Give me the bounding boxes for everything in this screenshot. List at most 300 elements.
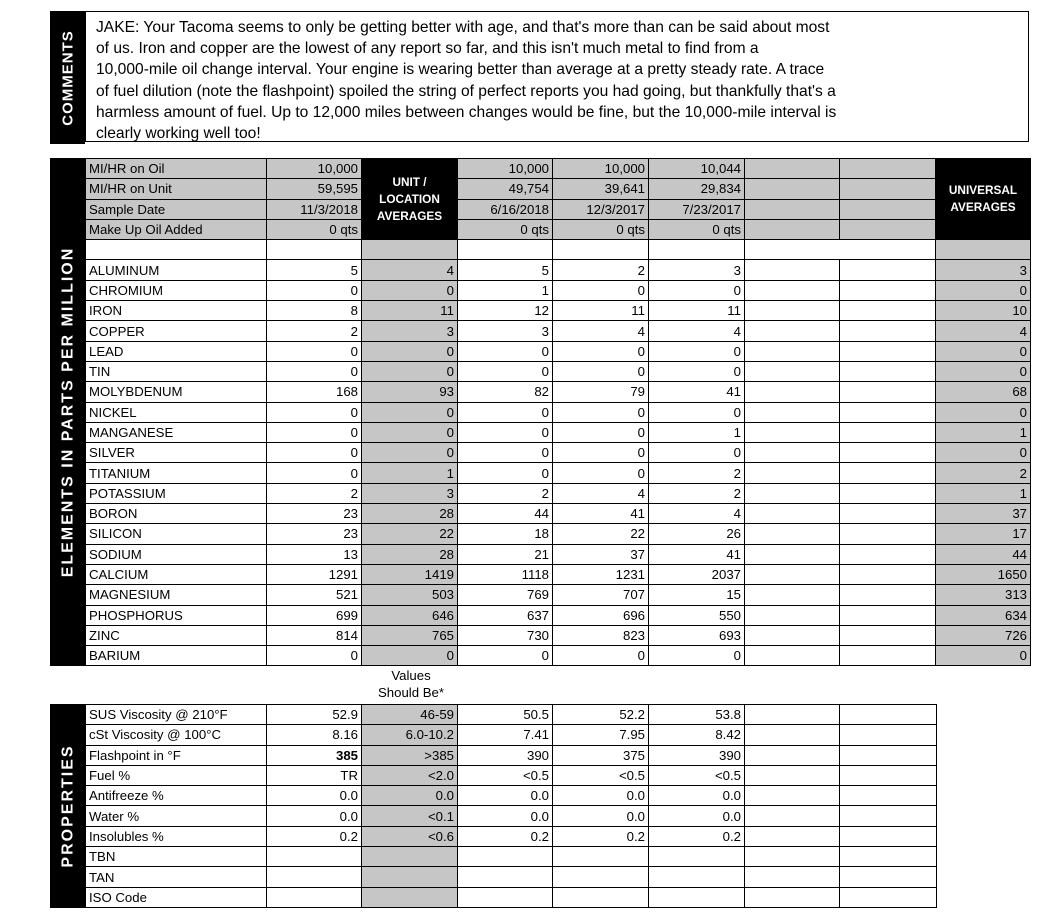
- element-current-value: 0: [267, 443, 362, 463]
- property-empty-cell: [745, 887, 840, 907]
- element-unit-average: 28: [362, 504, 458, 524]
- property-empty-cell: [745, 786, 840, 806]
- property-empty-cell: [840, 786, 937, 806]
- element-empty-cell: [840, 443, 936, 463]
- element-history-value: 11: [553, 301, 649, 321]
- property-empty-cell: [745, 867, 840, 887]
- element-empty-cell: [745, 504, 840, 524]
- element-empty-cell: [840, 301, 936, 321]
- header-history-value: 10,044: [649, 159, 745, 179]
- element-current-value: 13: [267, 544, 362, 564]
- property-name: Insolubles %: [86, 826, 267, 846]
- element-current-value: 5: [267, 260, 362, 280]
- property-history-value: [649, 847, 745, 867]
- element-unit-average: 0: [362, 280, 458, 300]
- element-universal-average: 0: [936, 341, 1031, 361]
- element-name: ZINC: [86, 625, 267, 645]
- element-current-value: 168: [267, 382, 362, 402]
- property-empty-cell: [840, 847, 937, 867]
- comment-line: of us. Iron and copper are the lowest of any report so far, and this isn't much metal to find from a: [96, 40, 759, 58]
- element-history-value: 15: [649, 585, 745, 605]
- element-empty-cell: [745, 544, 840, 564]
- element-history-value: 21: [458, 544, 553, 564]
- header-history-value: 0 qts: [553, 219, 649, 239]
- element-history-value: 4: [553, 321, 649, 341]
- element-history-value: 0: [458, 341, 553, 361]
- element-row: [51, 504, 1031, 524]
- element-history-value: 82: [458, 382, 553, 402]
- property-history-value: [458, 867, 553, 887]
- property-history-value: [458, 887, 553, 907]
- element-name: MAGNESIUM: [86, 585, 267, 605]
- element-universal-average: 0: [936, 443, 1031, 463]
- property-row: [51, 705, 937, 725]
- element-history-value: 2: [649, 463, 745, 483]
- header-empty-cell: [840, 199, 936, 219]
- element-universal-average: 1650: [936, 564, 1031, 584]
- element-empty-cell: [840, 402, 936, 422]
- element-history-value: 0: [458, 402, 553, 422]
- element-history-value: 0: [649, 402, 745, 422]
- values-caption-line: Values: [391, 668, 431, 683]
- property-history-value: 7.95: [553, 725, 649, 745]
- header-history-value: 10,000: [458, 159, 553, 179]
- property-should-be-value: 46-59: [362, 705, 458, 725]
- properties-side-label: PROPERTIES: [59, 744, 77, 868]
- element-empty-cell: [745, 564, 840, 584]
- element-current-value: 1291: [267, 564, 362, 584]
- property-history-value: 0.2: [458, 826, 553, 846]
- property-history-value: 52.2: [553, 705, 649, 725]
- element-current-value: 2: [267, 483, 362, 503]
- element-history-value: 0: [553, 646, 649, 666]
- property-history-value: 8.42: [649, 725, 745, 745]
- header-row: [51, 219, 1031, 239]
- property-history-value: [553, 867, 649, 887]
- property-name: Antifreeze %: [86, 786, 267, 806]
- header-empty-cell: [745, 219, 840, 239]
- element-history-value: 0: [458, 422, 553, 442]
- element-current-value: 0: [267, 361, 362, 381]
- element-empty-cell: [840, 544, 936, 564]
- header-history-value: 39,641: [553, 179, 649, 199]
- element-name: SILICON: [86, 524, 267, 544]
- element-history-value: 41: [649, 544, 745, 564]
- element-history-value: 707: [553, 585, 649, 605]
- property-empty-cell: [745, 826, 840, 846]
- element-empty-cell: [840, 483, 936, 503]
- element-history-value: 0: [553, 280, 649, 300]
- element-history-value: 37: [553, 544, 649, 564]
- element-row: [51, 605, 1031, 625]
- element-history-value: 696: [553, 605, 649, 625]
- property-empty-cell: [840, 745, 937, 765]
- element-row: [51, 443, 1031, 463]
- element-current-value: 0: [267, 422, 362, 442]
- element-history-value: 2037: [649, 564, 745, 584]
- element-history-value: 769: [458, 585, 553, 605]
- element-empty-cell: [745, 321, 840, 341]
- property-empty-cell: [745, 806, 840, 826]
- element-unit-average: 646: [362, 605, 458, 625]
- element-history-value: 550: [649, 605, 745, 625]
- header-label: Sample Date: [86, 199, 267, 219]
- element-history-value: 0: [649, 361, 745, 381]
- header-current-value: 10,000: [267, 159, 362, 179]
- element-unit-average: 0: [362, 402, 458, 422]
- comment-line: 10,000-mile oil change interval. Your engine is wearing better than average at a pretty steady rate. A trace: [96, 61, 825, 79]
- element-universal-average: 68: [936, 382, 1031, 402]
- element-history-value: 1231: [553, 564, 649, 584]
- element-row: [51, 301, 1031, 321]
- element-empty-cell: [745, 422, 840, 442]
- element-unit-average: 1419: [362, 564, 458, 584]
- property-row: [51, 887, 937, 907]
- header-history-value: 0 qts: [458, 219, 553, 239]
- element-row: [51, 402, 1031, 422]
- element-row: [51, 646, 1031, 666]
- property-should-be-value: 0.0: [362, 786, 458, 806]
- element-empty-cell: [840, 463, 936, 483]
- element-current-value: 0: [267, 402, 362, 422]
- element-empty-cell: [745, 260, 840, 280]
- header-history-value: 10,000: [553, 159, 649, 179]
- property-should-be-value: 6.0-10.2: [362, 725, 458, 745]
- header-row: [51, 199, 1031, 219]
- element-universal-average: 1: [936, 422, 1031, 442]
- element-history-value: 2: [458, 483, 553, 503]
- header-label: MI/HR on Unit: [86, 179, 267, 199]
- universal-averages-header: UNIVERSAL AVERAGES: [936, 159, 1031, 240]
- property-history-value: <0.5: [458, 765, 553, 785]
- property-current-value: 0.2: [267, 826, 362, 846]
- header-history-value: 6/16/2018: [458, 199, 553, 219]
- element-universal-average: 37: [936, 504, 1031, 524]
- element-history-value: 0: [553, 341, 649, 361]
- element-unit-average: 3: [362, 321, 458, 341]
- elements-side-label: ELEMENTS IN PARTS PER MILLION: [59, 246, 77, 578]
- property-history-value: 390: [649, 745, 745, 765]
- element-row: [51, 585, 1031, 605]
- comments-box: [85, 11, 1029, 142]
- element-history-value: 0: [458, 361, 553, 381]
- element-empty-cell: [745, 646, 840, 666]
- elements-side-label-block: [51, 159, 86, 666]
- element-unit-average: 503: [362, 585, 458, 605]
- element-current-value: 0: [267, 341, 362, 361]
- property-row: [51, 867, 937, 887]
- header-row: [51, 179, 1031, 199]
- property-history-value: 0.0: [649, 786, 745, 806]
- property-current-value: [267, 867, 362, 887]
- element-history-value: 0: [458, 646, 553, 666]
- element-name: SODIUM: [86, 544, 267, 564]
- element-current-value: 8: [267, 301, 362, 321]
- element-name: MANGANESE: [86, 422, 267, 442]
- blank-cell: [267, 240, 362, 260]
- element-row: [51, 463, 1031, 483]
- element-unit-average: 11: [362, 301, 458, 321]
- property-history-value: 50.5: [458, 705, 553, 725]
- property-current-value: [267, 887, 362, 907]
- element-empty-cell: [745, 361, 840, 381]
- element-name: POTASSIUM: [86, 483, 267, 503]
- element-row: [51, 544, 1031, 564]
- header-history-value: 49,754: [458, 179, 553, 199]
- property-current-value: 8.16: [267, 725, 362, 745]
- header-empty-cell: [840, 179, 936, 199]
- element-empty-cell: [745, 483, 840, 503]
- element-name: ALUMINUM: [86, 260, 267, 280]
- header-row: [51, 159, 1031, 179]
- element-universal-average: 726: [936, 625, 1031, 645]
- comment-line: clearly working well too!: [96, 125, 261, 143]
- element-current-value: 23: [267, 524, 362, 544]
- property-empty-cell: [840, 826, 937, 846]
- property-empty-cell: [840, 705, 937, 725]
- property-current-value: 0.0: [267, 786, 362, 806]
- element-name: TIN: [86, 361, 267, 381]
- comment-line: of fuel dilution (note the flashpoint) spoiled the string of perfect reports you had going, but thankfully that's a: [96, 82, 836, 100]
- element-history-value: 0: [553, 361, 649, 381]
- property-history-value: <0.5: [553, 765, 649, 785]
- property-history-value: 0.0: [553, 786, 649, 806]
- property-should-be-value: <2.0: [362, 765, 458, 785]
- element-empty-cell: [745, 280, 840, 300]
- element-history-value: 730: [458, 625, 553, 645]
- element-empty-cell: [840, 564, 936, 584]
- element-name: BARIUM: [86, 646, 267, 666]
- header-empty-cell: [745, 159, 840, 179]
- element-history-value: 79: [553, 382, 649, 402]
- element-name: IRON: [86, 301, 267, 321]
- element-universal-average: 2: [936, 463, 1031, 483]
- element-empty-cell: [840, 504, 936, 524]
- element-current-value: 23: [267, 504, 362, 524]
- element-empty-cell: [745, 301, 840, 321]
- unit-location-averages-header: UNIT / LOCATION AVERAGES: [362, 159, 458, 240]
- element-universal-average: 634: [936, 605, 1031, 625]
- property-should-be-value: [362, 887, 458, 907]
- element-empty-cell: [745, 605, 840, 625]
- element-history-value: 5: [458, 260, 553, 280]
- blank-row: [51, 240, 1031, 260]
- property-row: [51, 786, 937, 806]
- property-row: [51, 745, 937, 765]
- header-history-value: 0 qts: [649, 219, 745, 239]
- element-row: [51, 341, 1031, 361]
- element-unit-average: 1: [362, 463, 458, 483]
- element-universal-average: 17: [936, 524, 1031, 544]
- element-universal-average: 4: [936, 321, 1031, 341]
- element-empty-cell: [745, 524, 840, 544]
- properties-table: [50, 704, 937, 908]
- property-current-value: 0.0: [267, 806, 362, 826]
- element-name: BORON: [86, 504, 267, 524]
- element-row: [51, 625, 1031, 645]
- element-history-value: 41: [649, 382, 745, 402]
- property-history-value: 0.0: [458, 806, 553, 826]
- property-history-value: [553, 887, 649, 907]
- element-empty-cell: [840, 605, 936, 625]
- property-current-value: 385: [267, 745, 362, 765]
- property-should-be-value: [362, 867, 458, 887]
- element-empty-cell: [840, 524, 936, 544]
- element-universal-average: 10: [936, 301, 1031, 321]
- element-name: CALCIUM: [86, 564, 267, 584]
- element-empty-cell: [840, 646, 936, 666]
- property-empty-cell: [840, 806, 937, 826]
- element-universal-average: 0: [936, 280, 1031, 300]
- element-history-value: 41: [553, 504, 649, 524]
- property-name: TAN: [86, 867, 267, 887]
- blank-cell: [458, 240, 553, 260]
- property-history-value: 53.8: [649, 705, 745, 725]
- element-current-value: 0: [267, 463, 362, 483]
- element-unit-average: 0: [362, 443, 458, 463]
- element-current-value: 521: [267, 585, 362, 605]
- element-empty-cell: [840, 260, 936, 280]
- property-row: [51, 765, 937, 785]
- element-row: [51, 321, 1031, 341]
- property-empty-cell: [745, 847, 840, 867]
- blank-cell: [745, 240, 840, 260]
- element-unit-average: 0: [362, 422, 458, 442]
- element-row: [51, 260, 1031, 280]
- element-universal-average: 3: [936, 260, 1031, 280]
- element-empty-cell: [745, 382, 840, 402]
- element-current-value: 0: [267, 646, 362, 666]
- property-history-value: [553, 847, 649, 867]
- element-history-value: 2: [649, 483, 745, 503]
- property-history-value: [649, 887, 745, 907]
- element-name: CHROMIUM: [86, 280, 267, 300]
- element-history-value: 4: [553, 483, 649, 503]
- element-empty-cell: [745, 625, 840, 645]
- comments-side-label: COMMENTS: [59, 29, 76, 126]
- header-empty-cell: [745, 179, 840, 199]
- header-current-value: 11/3/2018: [267, 199, 362, 219]
- values-should-be-caption: [363, 667, 459, 701]
- element-row: [51, 483, 1031, 503]
- element-history-value: 2: [553, 260, 649, 280]
- property-current-value: TR: [267, 765, 362, 785]
- blank-cell: [936, 240, 1031, 260]
- element-name: LEAD: [86, 341, 267, 361]
- element-history-value: 0: [649, 646, 745, 666]
- element-unit-average: 3: [362, 483, 458, 503]
- element-current-value: 814: [267, 625, 362, 645]
- element-unit-average: 0: [362, 341, 458, 361]
- header-history-value: 7/23/2017: [649, 199, 745, 219]
- element-name: NICKEL: [86, 402, 267, 422]
- element-empty-cell: [840, 382, 936, 402]
- property-history-value: 0.0: [553, 806, 649, 826]
- blank-cell: [86, 240, 267, 260]
- element-history-value: 26: [649, 524, 745, 544]
- element-empty-cell: [745, 443, 840, 463]
- header-current-value: 0 qts: [267, 219, 362, 239]
- element-empty-cell: [745, 585, 840, 605]
- element-history-value: 4: [649, 321, 745, 341]
- blank-cell: [553, 240, 649, 260]
- property-history-value: 375: [553, 745, 649, 765]
- property-row: [51, 826, 937, 846]
- element-unit-average: 22: [362, 524, 458, 544]
- element-empty-cell: [745, 463, 840, 483]
- element-row: [51, 524, 1031, 544]
- element-current-value: 699: [267, 605, 362, 625]
- element-history-value: 637: [458, 605, 553, 625]
- element-empty-cell: [840, 422, 936, 442]
- element-history-value: 1: [649, 422, 745, 442]
- element-unit-average: 765: [362, 625, 458, 645]
- element-history-value: 12: [458, 301, 553, 321]
- property-empty-cell: [840, 867, 937, 887]
- property-current-value: [267, 847, 362, 867]
- property-empty-cell: [745, 765, 840, 785]
- element-empty-cell: [840, 280, 936, 300]
- property-empty-cell: [745, 705, 840, 725]
- property-name: SUS Viscosity @ 210°F: [86, 705, 267, 725]
- header-empty-cell: [745, 199, 840, 219]
- should-be-caption-line: Should Be*: [378, 685, 444, 700]
- comments-side-label-block: [50, 11, 85, 144]
- property-should-be-value: <0.6: [362, 826, 458, 846]
- element-empty-cell: [745, 341, 840, 361]
- property-empty-cell: [745, 745, 840, 765]
- element-unit-average: 0: [362, 646, 458, 666]
- element-row: [51, 564, 1031, 584]
- element-current-value: 2: [267, 321, 362, 341]
- property-history-value: 0.2: [553, 826, 649, 846]
- element-history-value: 11: [649, 301, 745, 321]
- element-universal-average: 313: [936, 585, 1031, 605]
- blank-cell: [649, 240, 745, 260]
- comments-text: [96, 17, 936, 144]
- header-empty-cell: [840, 159, 936, 179]
- property-history-value: 0.0: [458, 786, 553, 806]
- element-unit-average: 4: [362, 260, 458, 280]
- property-should-be-value: >385: [362, 745, 458, 765]
- element-unit-average: 93: [362, 382, 458, 402]
- element-unit-average: 28: [362, 544, 458, 564]
- property-name: cSt Viscosity @ 100°C: [86, 725, 267, 745]
- header-current-value: 59,595: [267, 179, 362, 199]
- element-history-value: 0: [649, 443, 745, 463]
- element-name: COPPER: [86, 321, 267, 341]
- properties-side-label-block: [51, 705, 86, 908]
- element-history-value: 22: [553, 524, 649, 544]
- element-universal-average: 0: [936, 646, 1031, 666]
- element-history-value: 1: [458, 280, 553, 300]
- property-should-be-value: <0.1: [362, 806, 458, 826]
- header-label: MI/HR on Oil: [86, 159, 267, 179]
- element-name: SILVER: [86, 443, 267, 463]
- element-history-value: 0: [649, 280, 745, 300]
- property-name: Fuel %: [86, 765, 267, 785]
- property-empty-cell: [840, 765, 937, 785]
- element-empty-cell: [840, 321, 936, 341]
- comment-line: JAKE: Your Tacoma seems to only be getting better with age, and that's more than can be said about most: [96, 19, 830, 36]
- header-label: Make Up Oil Added: [86, 219, 267, 239]
- property-history-value: [458, 847, 553, 867]
- element-empty-cell: [840, 341, 936, 361]
- element-history-value: 0: [649, 341, 745, 361]
- property-history-value: 7.41: [458, 725, 553, 745]
- property-history-value: 0.0: [649, 806, 745, 826]
- property-history-value: 0.2: [649, 826, 745, 846]
